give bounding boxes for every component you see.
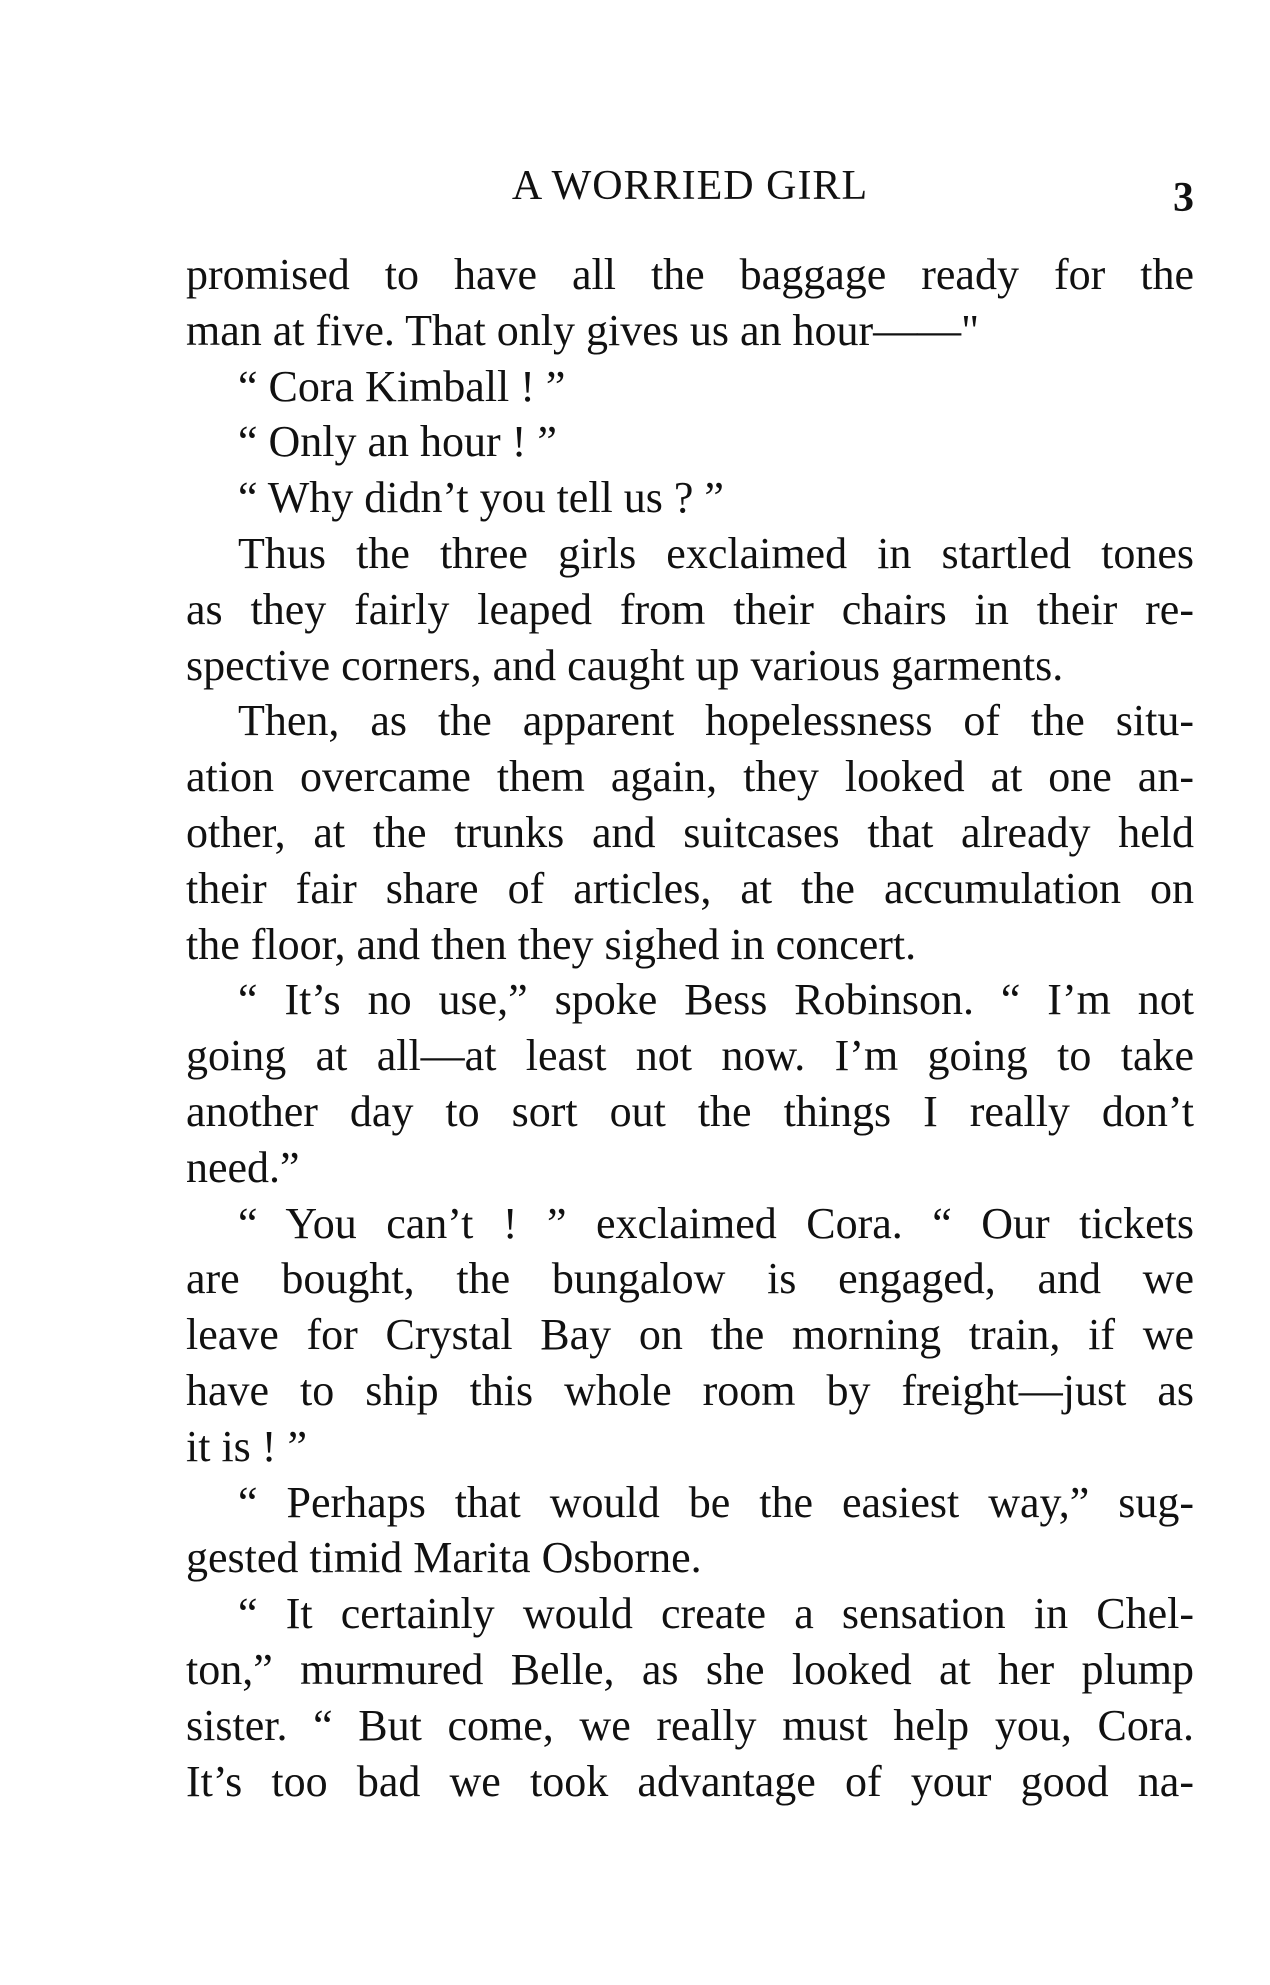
text-line: other, at the trunks and suitcases that already held	[186, 807, 1194, 857]
text-line: sister. “ But come, we really must help you, Cora.	[186, 1700, 1194, 1750]
running-head	[186, 162, 1194, 222]
text-line: Thus the three girls exclaimed in startled tones	[238, 528, 1194, 578]
text-line: are bought, the bungalow is engaged, and we	[186, 1254, 1194, 1304]
text-line: Then, as the apparent hopelessness of the situ-	[238, 696, 1194, 746]
text-line: It’s too bad we took advantage of your good na-	[186, 1756, 1194, 1806]
text-line: another day to sort out the things I really don’t	[186, 1086, 1194, 1136]
page-number: 3	[1173, 175, 1194, 221]
text-line: need.”	[186, 1142, 300, 1192]
text-line: have to ship this whole room by freight—just as	[186, 1365, 1194, 1415]
text-line: “ It certainly would create a sensation in Chel-	[238, 1589, 1194, 1639]
text-line: “ It’s no use,” spoke Bess Robinson. “ I’m not	[238, 975, 1194, 1025]
text-line: gested timid Marita Osborne.	[186, 1533, 702, 1583]
text-line: ton,” murmured Belle, as she looked at her plump	[186, 1644, 1194, 1694]
text-line: going at all—at least not now. I’m going to take	[186, 1031, 1194, 1081]
text-line: spective corners, and caught up various garments.	[186, 640, 1064, 690]
text-line: promised to have all the baggage ready for the	[186, 250, 1194, 299]
text-line: leave for Crystal Bay on the morning train, if we	[186, 1310, 1194, 1360]
text-line: ation overcame them again, they looked at one an-	[186, 752, 1194, 802]
text-line: as they fairly leaped from their chairs in their re-	[186, 584, 1194, 634]
running-title: A WORRIED GIRL	[511, 163, 869, 209]
text-line: “ Cora Kimball ! ”	[238, 361, 566, 411]
text-line: “ You can’t ! ” exclaimed Cora. “ Our tickets	[238, 1198, 1194, 1248]
text-line: it is ! ”	[186, 1421, 307, 1471]
text-line: their fair share of articles, at the accumulation on	[186, 863, 1194, 913]
text-line: man at five. That only gives us an hour——"	[186, 305, 980, 355]
body-text	[186, 247, 1194, 1809]
text-line: “ Only an hour ! ”	[238, 417, 557, 467]
text-line: “ Why didn’t you tell us ? ”	[238, 473, 724, 523]
text-line: the floor, and then they sighed in concert.	[186, 919, 917, 969]
text-line: “ Perhaps that would be the easiest way,” sug-	[238, 1477, 1194, 1527]
